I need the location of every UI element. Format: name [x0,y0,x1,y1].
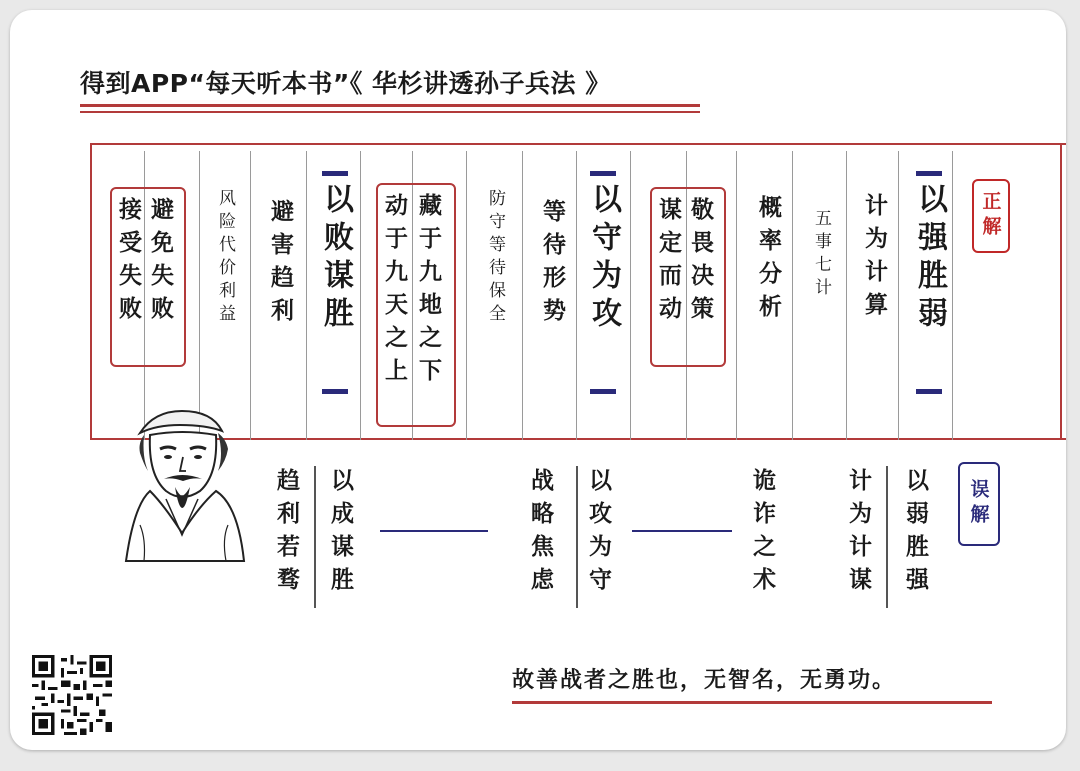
correct-panel [90,143,1066,440]
column-text-weak-beats-strong: 以弱胜强 [902,468,928,600]
column-text-five-matters: 五事七计 [811,209,831,301]
column-divider [250,151,251,440]
column-divider [898,151,899,440]
column-text-attack-as-defense: 以攻为守 [585,468,611,600]
page-title: 得到APP“每天听本书”《 华杉讲透孙子兵法 》 [80,69,611,98]
bracket-bottom [590,389,616,394]
closing-quote: 故善战者之胜也，无智名，无勇功。 [512,668,897,693]
column-divider [306,151,307,440]
column-text-strong-beats-weak: 以强胜弱 [912,183,947,335]
column-divider [792,151,793,440]
correct-seal-label: 正解 [972,179,1010,253]
column-text-win-by-success: 以成谋胜 [327,468,353,600]
bracket-bottom [322,389,348,394]
column-text-avoid-failure: 避免失败 [147,197,173,329]
infographic-canvas [10,10,1066,750]
column-text-plan-is-scheme: 计为计谋 [845,468,871,600]
column-text-rush-for-profit: 趋利若骛 [273,468,299,600]
column-divider [576,466,578,608]
column-divider [886,466,888,608]
bracket-top [322,171,348,176]
column-text-plan-then-act: 谋定而动 [655,197,681,329]
bracket-bottom [916,389,942,394]
column-text-risk-cost-benefit: 风险代价利益 [215,189,235,327]
column-text-deceit: 诡诈之术 [749,468,775,600]
column-text-hide-below: 藏于九地之下 [415,193,441,391]
column-text-defend-as-attack: 以守为攻 [586,183,621,335]
column-divider [466,151,467,440]
column-divider [736,151,737,440]
column-text-seek-win-via-loss: 以败谋胜 [318,183,353,335]
column-text-defend-wait-preserve: 防守等待保全 [485,189,505,327]
column-text-await-situation: 等待形势 [539,199,565,331]
column-text-awe-decision: 敬畏决策 [687,197,713,329]
column-divider [360,151,361,440]
column-divider [630,151,631,440]
column-text-probability: 概率分析 [755,195,781,327]
column-divider [952,151,953,440]
column-divider [576,151,577,440]
separator-dash [632,530,732,532]
qr-code-icon [32,655,112,735]
column-divider [199,151,200,440]
separator-dash [380,530,488,532]
bracket-top [590,171,616,176]
column-text-plan-is-calculation: 计为计算 [861,193,887,325]
panel-left-border [90,143,92,440]
sage-portrait-icon [120,405,250,565]
column-text-strategic-anxiety: 战略焦虑 [527,468,553,600]
wrong-seal-label: 误解 [958,462,1000,546]
quote-underline [512,701,992,704]
column-text-move-above: 动于九天之上 [381,193,407,391]
panel-top-border [90,143,1066,145]
column-divider [522,151,523,440]
panel-right-border [1060,143,1062,440]
column-divider [314,466,316,608]
column-divider [846,151,847,440]
column-text-accept-failure: 接受失败 [115,197,141,329]
column-text-avoid-harm: 避害趋利 [267,199,293,331]
title-underline-2 [80,111,700,113]
title-underline [80,104,700,107]
bracket-top [916,171,942,176]
